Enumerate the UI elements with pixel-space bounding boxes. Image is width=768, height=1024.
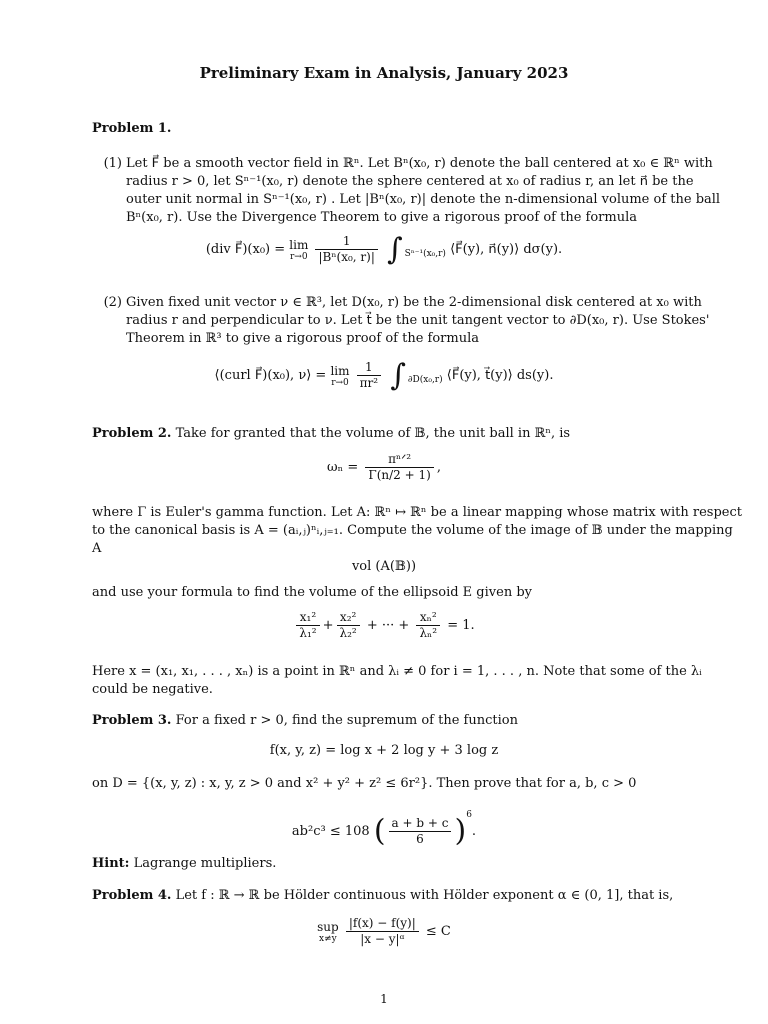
stokes-fraction <box>357 360 381 391</box>
problem-2-line-7: could be negative. <box>92 682 213 697</box>
hint-text: Lagrange multipliers. <box>129 856 277 871</box>
problem-3-line-2: on D = {(x, y, z) : x, y, z > 0 and x² + y² + z² ≤ 6r²}. Then prove that for a, b, c > 0 <box>92 776 637 791</box>
holder-rhs: ≤ C <box>421 924 451 939</box>
ellipsoid-dots: + ··· + <box>362 618 414 633</box>
inequality-formula <box>0 806 768 847</box>
integral-domain: ∂D(x₀,r) <box>407 375 443 385</box>
fraction-numerator: x₂² <box>339 610 357 624</box>
fraction-numerator: 1 <box>342 234 351 248</box>
problem-2-line-5: and use your formula to find the volume of the ellipsoid E given by <box>92 585 532 600</box>
holder-condition <box>0 916 768 947</box>
ball-volume-fraction <box>365 452 433 483</box>
limit-text: lim <box>289 237 309 252</box>
fraction-numerator: x₁² <box>299 610 317 624</box>
limit-text: lim <box>330 363 350 378</box>
problem-1-item-1-label: (1) <box>103 156 122 171</box>
page-title: Preliminary Exam in Analysis, January 2023 <box>199 64 569 82</box>
problem-4-line-1 <box>92 887 673 905</box>
problem-4-heading: Problem 4. <box>92 888 172 903</box>
problem-1-item-1-line-1: Let F⃗ be a smooth vector field in ℝⁿ. Let Bⁿ(x₀, r) denote the ball centered at x₀ ∈ ℝⁿ with <box>126 156 713 171</box>
ellipsoid-term-2 <box>337 610 360 641</box>
limit-operator <box>330 364 349 388</box>
stokes-formula-rhs: ⟨F⃗(y), t⃗(y)⟩ ds(y). <box>446 368 554 383</box>
hint-line <box>92 855 276 873</box>
integral-sign: ∫ <box>387 231 403 267</box>
function-definition: f(x, y, z) = log x + 2 log y + 3 log z <box>269 743 499 758</box>
ball-volume-formula <box>0 452 768 483</box>
limit-operator <box>289 238 308 262</box>
problem-1-item-1-line-4: Bⁿ(x₀, r). Use the Divergence Theorem to give a rigorous proof of the formula <box>126 210 637 225</box>
inequality-lhs: ab²c³ ≤ 108 <box>291 824 370 839</box>
fraction-numerator: |f(x) − f(y)| <box>348 916 416 930</box>
divergence-formula-rhs: ⟨F⃗(y), n⃗(y)⟩ dσ(y). <box>450 242 563 257</box>
fraction-numerator: πⁿᐟ² <box>388 452 412 466</box>
holder-fraction <box>346 916 419 947</box>
problem-2-heading: Problem 2. <box>92 426 172 441</box>
fraction-numerator: a + b + c <box>391 816 449 830</box>
divergence-formula-lhs: (div F⃗)(x₀) = <box>205 242 290 257</box>
problem-2-intro: Take for granted that the volume of 𝔹, the unit ball in ℝⁿ, is <box>171 426 571 441</box>
page-number: 1 <box>380 992 388 1006</box>
fraction-numerator: xₙ² <box>419 610 437 624</box>
ellipsoid-equals: = 1. <box>443 618 475 633</box>
limit-subscript: r→0 <box>331 377 349 388</box>
problem-1-item-2-line-1: Given fixed unit vector ν ∈ ℝ³, let D(x₀, r) be the 2-dimensional disk centered at x₀ with <box>126 295 702 310</box>
problem-1-item-2-line-2: radius r and perpendicular to ν. Let t⃗ be the unit tangent vector to ∂D(x₀, r). Use Stokes' <box>126 313 710 328</box>
divergence-fraction <box>315 234 377 265</box>
fraction-denominator: |x − y|ᵅ <box>346 931 419 947</box>
fraction-denominator: πr² <box>357 375 381 391</box>
fraction-denominator: λ₁² <box>296 625 319 641</box>
ellipsoid-equation: $\frac{\text{x₁²}}{\text{λ₁²}}$ + $\frac{\text{x₂²}}{\text{λ₂²}}$ + ··· + $\frac{\text{xₙ²}}{\text{λₙ²}}$ = 1. <box>0 610 768 641</box>
problem-3-heading: Problem 3. <box>92 713 172 728</box>
fraction-denominator: Γ(n/2 + 1) <box>365 467 433 483</box>
left-paren: ( <box>373 813 386 849</box>
sup-subscript: x≠y <box>319 933 337 944</box>
problem-4-intro: Let f : ℝ → ℝ be Hölder continuous with Hölder exponent α ∈ (0, 1], that is, <box>171 888 674 903</box>
stokes-formula-lhs: ⟨(curl F⃗)(x₀), ν⟩ = <box>214 368 331 383</box>
exponent: 6 <box>466 810 472 820</box>
problem-1-item-2-line-3: Theorem in ℝ³ to give a rigorous proof of the formula <box>126 331 479 346</box>
ellipsoid-term-n <box>416 610 440 641</box>
problem-2-line-3: to the canonical basis is A = (aᵢ,ⱼ)ⁿᵢ,ⱼ₌₁. Compute the volume of the image of 𝔹 under the mapping <box>92 523 733 538</box>
ball-volume-lhs: ωₙ = <box>327 460 363 475</box>
problem-2-line-6: Here x = (x₁, x₁, . . . , xₙ) is a point in ℝⁿ and λᵢ ≠ 0 for i = 1, . . . , n. Note that some of the λᵢ <box>92 664 702 679</box>
divergence-formula <box>0 231 768 267</box>
formula-comma: , <box>436 460 441 475</box>
fraction-denominator: λ₂² <box>337 625 360 641</box>
volume-expression: vol (A(𝔹)) <box>351 559 417 574</box>
problem-2-line-4: A <box>92 541 102 556</box>
problem-1-item-1-line-2: radius r > 0, let Sⁿ⁻¹(x₀, r) denote the sphere centered at x₀ of radius r, an let n⃗ be the <box>126 174 694 189</box>
inequality-fraction <box>389 816 452 847</box>
hint-label: Hint: <box>92 856 130 871</box>
sup-text: sup <box>317 919 339 934</box>
stokes-formula <box>0 357 768 393</box>
fraction-denominator: 6 <box>389 831 452 847</box>
right-paren: ) <box>454 813 467 849</box>
limit-subscript: r→0 <box>290 251 308 262</box>
integral-sign: ∫ <box>390 357 406 393</box>
problem-1-heading: Problem 1. <box>92 121 172 136</box>
problem-1-item-2-label: (2) <box>103 295 122 310</box>
fraction-numerator: 1 <box>365 360 373 374</box>
fraction-denominator: |Bⁿ(x₀, r)| <box>315 249 377 265</box>
problem-1-item-1-line-3: outer unit normal in Sⁿ⁻¹(x₀, r) . Let |Bⁿ(x₀, r)| denote the n-dimensional volume of the ball <box>126 192 721 207</box>
problem-2-line-2: where Γ is Euler's gamma function. Let A: ℝⁿ ↦ ℝⁿ be a linear mapping whose matrix with respect <box>92 505 742 520</box>
problem-2-line-1 <box>92 425 570 443</box>
period: . <box>471 824 477 839</box>
ellipsoid-term-1 <box>296 610 319 641</box>
problem-3-intro: For a fixed r > 0, find the supremum of the function <box>171 713 518 728</box>
sup-operator <box>317 920 339 944</box>
problem-3-line-1 <box>92 712 518 730</box>
fraction-denominator: λₙ² <box>416 625 440 641</box>
integral-domain: Sⁿ⁻¹(x₀,r) <box>404 249 446 259</box>
